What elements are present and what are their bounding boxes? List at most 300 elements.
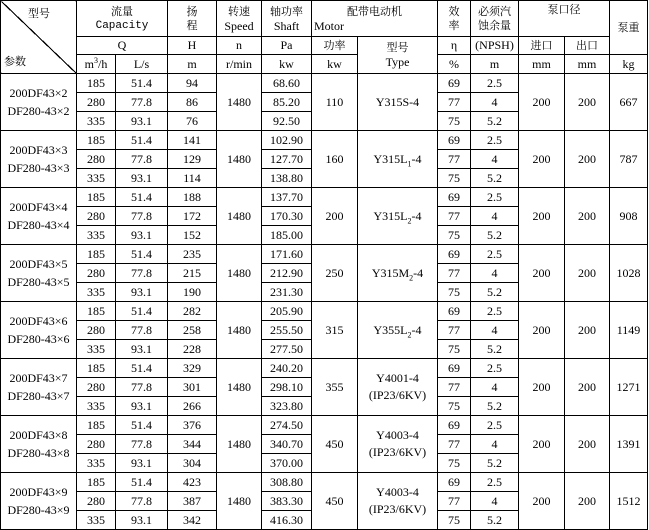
capacity-m3h-cell: 335 xyxy=(77,283,116,302)
pump-model-line-2: DF280-43×3 xyxy=(7,161,70,175)
table-row xyxy=(1,473,648,492)
npsh-cell: 5.2 xyxy=(471,340,519,359)
pump-model-line-1: 200DF43×2 xyxy=(9,86,68,100)
motor-type-line-2: (IP23/6KV) xyxy=(368,445,427,459)
motor-type-line-1 xyxy=(358,324,437,337)
head-cell: 228 xyxy=(168,340,217,359)
pump-model-line-1: 200DF43×4 xyxy=(9,200,68,214)
motor-model-header xyxy=(358,37,438,74)
capacity-ls-cell: 93.1 xyxy=(116,397,168,416)
shaft-power-cell: 308.80 xyxy=(262,473,312,492)
npsh-cell: 2.5 xyxy=(471,473,519,492)
pump-model-line-1: 200DF43×6 xyxy=(9,314,68,328)
weight-cell: 667 xyxy=(610,74,648,131)
head-cell: 129 xyxy=(168,150,217,169)
capacity-ls-cell: 93.1 xyxy=(116,112,168,131)
shaft-power-cell: 323.80 xyxy=(262,397,312,416)
speed-cn-label: 转速 xyxy=(228,4,250,18)
efficiency-cell: 69 xyxy=(438,416,471,435)
capacity-m3h-cell: 185 xyxy=(77,245,116,264)
motor-power-cell: 450 xyxy=(312,473,358,530)
shaft-power-cell: 185.00 xyxy=(262,226,312,245)
capacity-m3h-cell: 335 xyxy=(77,112,116,131)
efficiency-cell: 77 xyxy=(438,93,471,112)
q-symbol-cell: Q xyxy=(77,37,168,55)
shaft-power-cell: 85.20 xyxy=(262,93,312,112)
capacity-ls-cell: 51.4 xyxy=(116,302,168,321)
motor-type-line-1 xyxy=(358,429,437,442)
inlet-label: 进口 xyxy=(519,37,565,55)
efficiency-cell: 77 xyxy=(438,150,471,169)
motor-power-cell: 315 xyxy=(312,302,358,359)
motor-type-main: Y315S-4 xyxy=(375,94,420,109)
npsh-cell: 5.2 xyxy=(471,226,519,245)
capacity-ls-cell: 77.8 xyxy=(116,321,168,340)
outlet-label: 出口 xyxy=(565,37,610,55)
motor-power-label: 功率 xyxy=(312,37,358,55)
speed-cell: 1480 xyxy=(217,302,262,359)
capacity-m3h-cell: 185 xyxy=(77,188,116,207)
unit-m-npsh: m xyxy=(471,55,519,74)
table-row xyxy=(1,74,648,93)
shaft-en-label: Shaft xyxy=(273,18,300,33)
efficiency-cell: 75 xyxy=(438,112,471,131)
table-row xyxy=(1,188,648,207)
head-cell: 301 xyxy=(168,378,217,397)
motor-type-subscript: 2 xyxy=(409,272,414,282)
header-row-units xyxy=(1,55,648,74)
table-row xyxy=(1,245,648,264)
weight-cell: 1028 xyxy=(610,245,648,302)
motor-type-line-2: (IP23/6KV) xyxy=(368,388,427,402)
motor-type-tail: -4 xyxy=(411,208,422,223)
npsh-cell: 5.2 xyxy=(471,454,519,473)
corner-param-label: 参数 xyxy=(4,55,26,68)
shaft-power-cell: 240.20 xyxy=(262,359,312,378)
pump-model-cell xyxy=(1,74,77,131)
capacity-cn-label: 流量 xyxy=(111,4,133,18)
shaft-power-cell: 383.30 xyxy=(262,492,312,511)
capacity-ls-cell: 93.1 xyxy=(116,169,168,188)
inlet-cell: 200 xyxy=(519,416,565,473)
motor-type-cell xyxy=(358,473,438,530)
pump-model-line-1: 200DF43×9 xyxy=(9,485,68,499)
motor-type-line-1 xyxy=(358,210,437,223)
pump-model-line-2: DF280-43×2 xyxy=(7,104,70,118)
pump-model-cell xyxy=(1,359,77,416)
eff-cn-label-1: 效 xyxy=(448,4,460,18)
shaft-power-cell: 274.50 xyxy=(262,416,312,435)
shaft-cn-label: 轴功率 xyxy=(270,4,303,18)
weight-cell: 1271 xyxy=(610,359,648,416)
motor-type-line-1 xyxy=(358,153,437,166)
npsh-cell: 2.5 xyxy=(471,359,519,378)
outlet-cell: 200 xyxy=(565,131,610,188)
speed-header xyxy=(217,1,262,37)
n-symbol-cell: n xyxy=(217,37,262,55)
head-cell: 86 xyxy=(168,93,217,112)
pump-model-line-2: DF280-43×8 xyxy=(7,446,70,460)
capacity-ls-cell: 51.4 xyxy=(116,131,168,150)
shaft-power-cell: 102.90 xyxy=(262,131,312,150)
capacity-ls-cell: 77.8 xyxy=(116,207,168,226)
motor-type-main: Y315L xyxy=(373,151,408,166)
capacity-m3h-cell: 335 xyxy=(77,397,116,416)
outlet-cell: 200 xyxy=(565,245,610,302)
head-cell: 190 xyxy=(168,283,217,302)
capacity-ls-cell: 77.8 xyxy=(116,150,168,169)
motor-en-label: Motor xyxy=(314,18,344,33)
unit-kw-shaft: kw xyxy=(262,55,312,74)
eta-symbol-cell: η xyxy=(438,37,471,55)
pump-model-line-2: DF280-43×9 xyxy=(7,503,70,517)
motor-type-main: Y355L xyxy=(373,322,408,337)
speed-cell: 1480 xyxy=(217,473,262,530)
shaft-power-cell: 298.10 xyxy=(262,378,312,397)
capacity-m3h-cell: 335 xyxy=(77,226,116,245)
npsh-cell: 2.5 xyxy=(471,416,519,435)
motor-type-line-1 xyxy=(358,372,437,385)
shaft-power-cell: 68.60 xyxy=(262,74,312,93)
motor-type-subscript: 2 xyxy=(407,329,412,339)
head-cell: 172 xyxy=(168,207,217,226)
motor-type-tail: -4 xyxy=(411,322,422,337)
pump-model-line-2: DF280-43×7 xyxy=(7,389,70,403)
inlet-cell: 200 xyxy=(519,188,565,245)
capacity-m3h-cell: 280 xyxy=(77,264,116,283)
capacity-ls-cell: 51.4 xyxy=(116,416,168,435)
capacity-m3h-cell: 280 xyxy=(77,93,116,112)
pump-model-cell xyxy=(1,473,77,530)
motor-type-subscript: 2 xyxy=(407,215,412,225)
head-cell: 188 xyxy=(168,188,217,207)
speed-cell: 1480 xyxy=(217,131,262,188)
unit-m3h xyxy=(77,55,116,74)
capacity-m3h-cell: 280 xyxy=(77,207,116,226)
npsh-cn-label-1: 必须汽 xyxy=(478,4,511,18)
npsh-cell: 5.2 xyxy=(471,397,519,416)
head-cell: 344 xyxy=(168,435,217,454)
shaft-power-cell: 370.00 xyxy=(262,454,312,473)
speed-cell: 1480 xyxy=(217,359,262,416)
motor-power-cell: 355 xyxy=(312,359,358,416)
efficiency-cell: 69 xyxy=(438,131,471,150)
weight-cell: 1512 xyxy=(610,473,648,530)
motor-type-main: Y315L xyxy=(373,208,408,223)
pump-model-cell xyxy=(1,188,77,245)
motor-type-cell xyxy=(358,245,438,302)
efficiency-cell: 75 xyxy=(438,226,471,245)
capacity-ls-cell: 51.4 xyxy=(116,188,168,207)
table-row xyxy=(1,131,648,150)
head-cell: 258 xyxy=(168,321,217,340)
pump-model-line-1: 200DF43×3 xyxy=(9,143,68,157)
capacity-m3h-cell: 185 xyxy=(77,359,116,378)
inlet-cell: 200 xyxy=(519,74,565,131)
motor-type-line-1 xyxy=(358,486,437,499)
shaft-power-cell: 212.90 xyxy=(262,264,312,283)
unit-m: m xyxy=(168,55,217,74)
npsh-cell: 4 xyxy=(471,435,519,454)
capacity-ls-cell: 93.1 xyxy=(116,454,168,473)
capacity-ls-cell: 51.4 xyxy=(116,473,168,492)
eff-cn-label-2: 率 xyxy=(448,18,460,32)
motor-type-line-2: (IP23/6KV) xyxy=(368,502,427,516)
unit-mm-inlet: mm xyxy=(519,55,565,74)
inlet-cell: 200 xyxy=(519,245,565,302)
speed-en-label: Speed xyxy=(224,18,254,33)
capacity-ls-cell: 51.4 xyxy=(116,74,168,93)
head-cell: 423 xyxy=(168,473,217,492)
pump-model-cell xyxy=(1,302,77,359)
motor-type-cell xyxy=(358,302,438,359)
weight-cell: 1391 xyxy=(610,416,648,473)
pump-model-line-1: 200DF43×5 xyxy=(9,257,68,271)
capacity-m3h-cell: 335 xyxy=(77,340,116,359)
outlet-cell: 200 xyxy=(565,359,610,416)
unit-kw-motor: kw xyxy=(312,55,358,74)
head-cell: 141 xyxy=(168,131,217,150)
shaft-power-cell: 277.50 xyxy=(262,340,312,359)
capacity-m3h-cell: 185 xyxy=(77,302,116,321)
motor-type-main: Y315M xyxy=(371,265,410,280)
inlet-cell: 200 xyxy=(519,302,565,359)
shaft-power-cell: 170.30 xyxy=(262,207,312,226)
capacity-ls-cell: 77.8 xyxy=(116,264,168,283)
capacity-ls-cell: 51.4 xyxy=(116,359,168,378)
table-row xyxy=(1,302,648,321)
motor-power-cell: 450 xyxy=(312,416,358,473)
capacity-ls-cell: 93.1 xyxy=(116,226,168,245)
head-cell: 152 xyxy=(168,226,217,245)
capacity-m3h-cell: 335 xyxy=(77,169,116,188)
efficiency-cell: 75 xyxy=(438,340,471,359)
npsh-cn-label-2: 蚀余量 xyxy=(478,18,511,32)
motor-header xyxy=(312,1,438,37)
bore-header: 泵口径 xyxy=(519,1,610,37)
npsh-cell: 5.2 xyxy=(471,169,519,188)
pa-symbol-cell: Pa xyxy=(262,37,312,55)
npsh-cell: 2.5 xyxy=(471,131,519,150)
capacity-m3h-cell: 280 xyxy=(77,321,116,340)
head-cell: 387 xyxy=(168,492,217,511)
head-cell: 114 xyxy=(168,169,217,188)
inlet-cell: 200 xyxy=(519,473,565,530)
motor-type-subscript: 1 xyxy=(407,158,412,168)
motor-cn-label: 配带电动机 xyxy=(347,4,402,18)
weight-cell: 1149 xyxy=(610,302,648,359)
corner-model-label: 型号 xyxy=(28,7,50,20)
pump-model-line-2: DF280-43×5 xyxy=(7,275,70,289)
efficiency-cell: 75 xyxy=(438,454,471,473)
outlet-cell: 200 xyxy=(565,188,610,245)
npsh-cell: 2.5 xyxy=(471,188,519,207)
motor-type-cell xyxy=(358,131,438,188)
unit-m3h-tail: /h xyxy=(98,56,108,71)
npsh-cell: 2.5 xyxy=(471,245,519,264)
weight-cell: 908 xyxy=(610,188,648,245)
motor-type-cell xyxy=(358,359,438,416)
efficiency-cell: 69 xyxy=(438,359,471,378)
head-cell: 76 xyxy=(168,112,217,131)
head-cell: 266 xyxy=(168,397,217,416)
head-cell: 94 xyxy=(168,74,217,93)
shaft-power-cell: 340.70 xyxy=(262,435,312,454)
unit-ls: L/s xyxy=(116,55,168,74)
outlet-cell: 200 xyxy=(565,473,610,530)
head-header xyxy=(168,1,217,37)
efficiency-cell: 77 xyxy=(438,378,471,397)
header-row-2 xyxy=(1,37,648,55)
capacity-ls-cell: 93.1 xyxy=(116,340,168,359)
npsh-cell: 4 xyxy=(471,321,519,340)
head-cell: 376 xyxy=(168,416,217,435)
inlet-cell: 200 xyxy=(519,359,565,416)
outlet-cell: 200 xyxy=(565,302,610,359)
weight-cell: 787 xyxy=(610,131,648,188)
efficiency-header xyxy=(438,1,471,37)
efficiency-cell: 69 xyxy=(438,245,471,264)
motor-type-cell xyxy=(358,74,438,131)
npsh-cell: 2.5 xyxy=(471,302,519,321)
pump-model-line-2: DF280-43×4 xyxy=(7,218,70,232)
npsh-cell: 4 xyxy=(471,378,519,397)
capacity-m3h-cell: 280 xyxy=(77,435,116,454)
capacity-m3h-cell: 335 xyxy=(77,454,116,473)
efficiency-cell: 77 xyxy=(438,435,471,454)
capacity-m3h-cell: 185 xyxy=(77,74,116,93)
capacity-m3h-cell: 185 xyxy=(77,131,116,150)
capacity-ls-cell: 77.8 xyxy=(116,492,168,511)
capacity-m3h-cell: 280 xyxy=(77,492,116,511)
speed-cell: 1480 xyxy=(217,245,262,302)
head-cn-label-1: 扬 xyxy=(186,4,198,18)
efficiency-cell: 75 xyxy=(438,283,471,302)
capacity-m3h-cell: 185 xyxy=(77,416,116,435)
head-cell: 329 xyxy=(168,359,217,378)
unit-kg: kg xyxy=(610,55,648,74)
unit-m3h-base: m xyxy=(84,56,94,71)
npsh-cell: 4 xyxy=(471,207,519,226)
motor-type-cell xyxy=(358,188,438,245)
head-cell: 282 xyxy=(168,302,217,321)
h-symbol-cell: H xyxy=(168,37,217,55)
unit-pct: % xyxy=(438,55,471,74)
efficiency-cell: 77 xyxy=(438,492,471,511)
head-cell: 342 xyxy=(168,511,217,530)
pump-model-cell xyxy=(1,416,77,473)
npsh-cell: 5.2 xyxy=(471,511,519,530)
efficiency-cell: 77 xyxy=(438,264,471,283)
shaft-power-cell: 205.90 xyxy=(262,302,312,321)
npsh-cell: 4 xyxy=(471,264,519,283)
weight-header: 泵重 xyxy=(610,1,648,55)
npsh-cell: 4 xyxy=(471,492,519,511)
shaft-power-cell: 416.30 xyxy=(262,511,312,530)
outlet-cell: 200 xyxy=(565,416,610,473)
efficiency-cell: 75 xyxy=(438,397,471,416)
motor-type-line-1 xyxy=(358,267,437,280)
motor-type-cell xyxy=(358,416,438,473)
motor-type-tail: -4 xyxy=(411,151,422,166)
npsh-symbol-cell: (NPSH) xyxy=(471,37,519,55)
efficiency-cell: 77 xyxy=(438,207,471,226)
efficiency-cell: 69 xyxy=(438,74,471,93)
shaft-header xyxy=(262,1,312,37)
capacity-header xyxy=(77,1,168,37)
shaft-power-cell: 231.30 xyxy=(262,283,312,302)
pump-model-line-1: 200DF43×7 xyxy=(9,371,68,385)
npsh-cell: 4 xyxy=(471,93,519,112)
corner-header-cell xyxy=(1,1,77,74)
motor-type-main: Y4003-4 xyxy=(376,485,419,499)
outlet-cell: 200 xyxy=(565,74,610,131)
capacity-ls-cell: 77.8 xyxy=(116,93,168,112)
npsh-cell: 4 xyxy=(471,150,519,169)
table-row xyxy=(1,416,648,435)
head-cell: 304 xyxy=(168,454,217,473)
capacity-m3h-cell: 280 xyxy=(77,378,116,397)
motor-type-line-1 xyxy=(358,96,437,109)
capacity-m3h-cell: 280 xyxy=(77,150,116,169)
capacity-ls-cell: 77.8 xyxy=(116,435,168,454)
shaft-power-cell: 92.50 xyxy=(262,112,312,131)
inlet-cell: 200 xyxy=(519,131,565,188)
motor-power-cell: 160 xyxy=(312,131,358,188)
head-cell: 215 xyxy=(168,264,217,283)
unit-rmin: r/min xyxy=(217,55,262,74)
efficiency-cell: 69 xyxy=(438,188,471,207)
capacity-ls-cell: 51.4 xyxy=(116,245,168,264)
shaft-power-cell: 255.50 xyxy=(262,321,312,340)
motor-type-tail: -4 xyxy=(413,265,424,280)
efficiency-cell: 75 xyxy=(438,511,471,530)
efficiency-cell: 75 xyxy=(438,169,471,188)
pump-model-line-2: DF280-43×6 xyxy=(7,332,70,346)
efficiency-cell: 69 xyxy=(438,473,471,492)
capacity-m3h-cell: 335 xyxy=(77,511,116,530)
motor-model-en-label: Type xyxy=(385,55,410,69)
speed-cell: 1480 xyxy=(217,74,262,131)
table-row xyxy=(1,359,648,378)
pump-model-line-1: 200DF43×8 xyxy=(9,428,68,442)
unit-m3h-sup: 3 xyxy=(94,55,98,65)
pump-model-cell xyxy=(1,131,77,188)
efficiency-cell: 69 xyxy=(438,302,471,321)
capacity-en-label: Capacity xyxy=(95,19,149,32)
motor-power-cell: 200 xyxy=(312,188,358,245)
header-row-1 xyxy=(1,1,648,37)
unit-mm-outlet: mm xyxy=(565,55,610,74)
capacity-ls-cell: 93.1 xyxy=(116,511,168,530)
motor-power-cell: 250 xyxy=(312,245,358,302)
motor-power-cell: 110 xyxy=(312,74,358,131)
npsh-cell: 5.2 xyxy=(471,112,519,131)
capacity-ls-cell: 77.8 xyxy=(116,378,168,397)
head-cn-label-2: 程 xyxy=(186,18,198,32)
speed-cell: 1480 xyxy=(217,416,262,473)
npsh-cell: 2.5 xyxy=(471,74,519,93)
efficiency-cell: 77 xyxy=(438,321,471,340)
capacity-m3h-cell: 185 xyxy=(77,473,116,492)
head-cell: 235 xyxy=(168,245,217,264)
shaft-power-cell: 138.80 xyxy=(262,169,312,188)
motor-type-main: Y4003-4 xyxy=(376,428,419,442)
shaft-power-cell: 127.70 xyxy=(262,150,312,169)
shaft-power-cell: 137.70 xyxy=(262,188,312,207)
motor-type-main: Y4001-4 xyxy=(376,371,419,385)
npsh-cell: 5.2 xyxy=(471,283,519,302)
